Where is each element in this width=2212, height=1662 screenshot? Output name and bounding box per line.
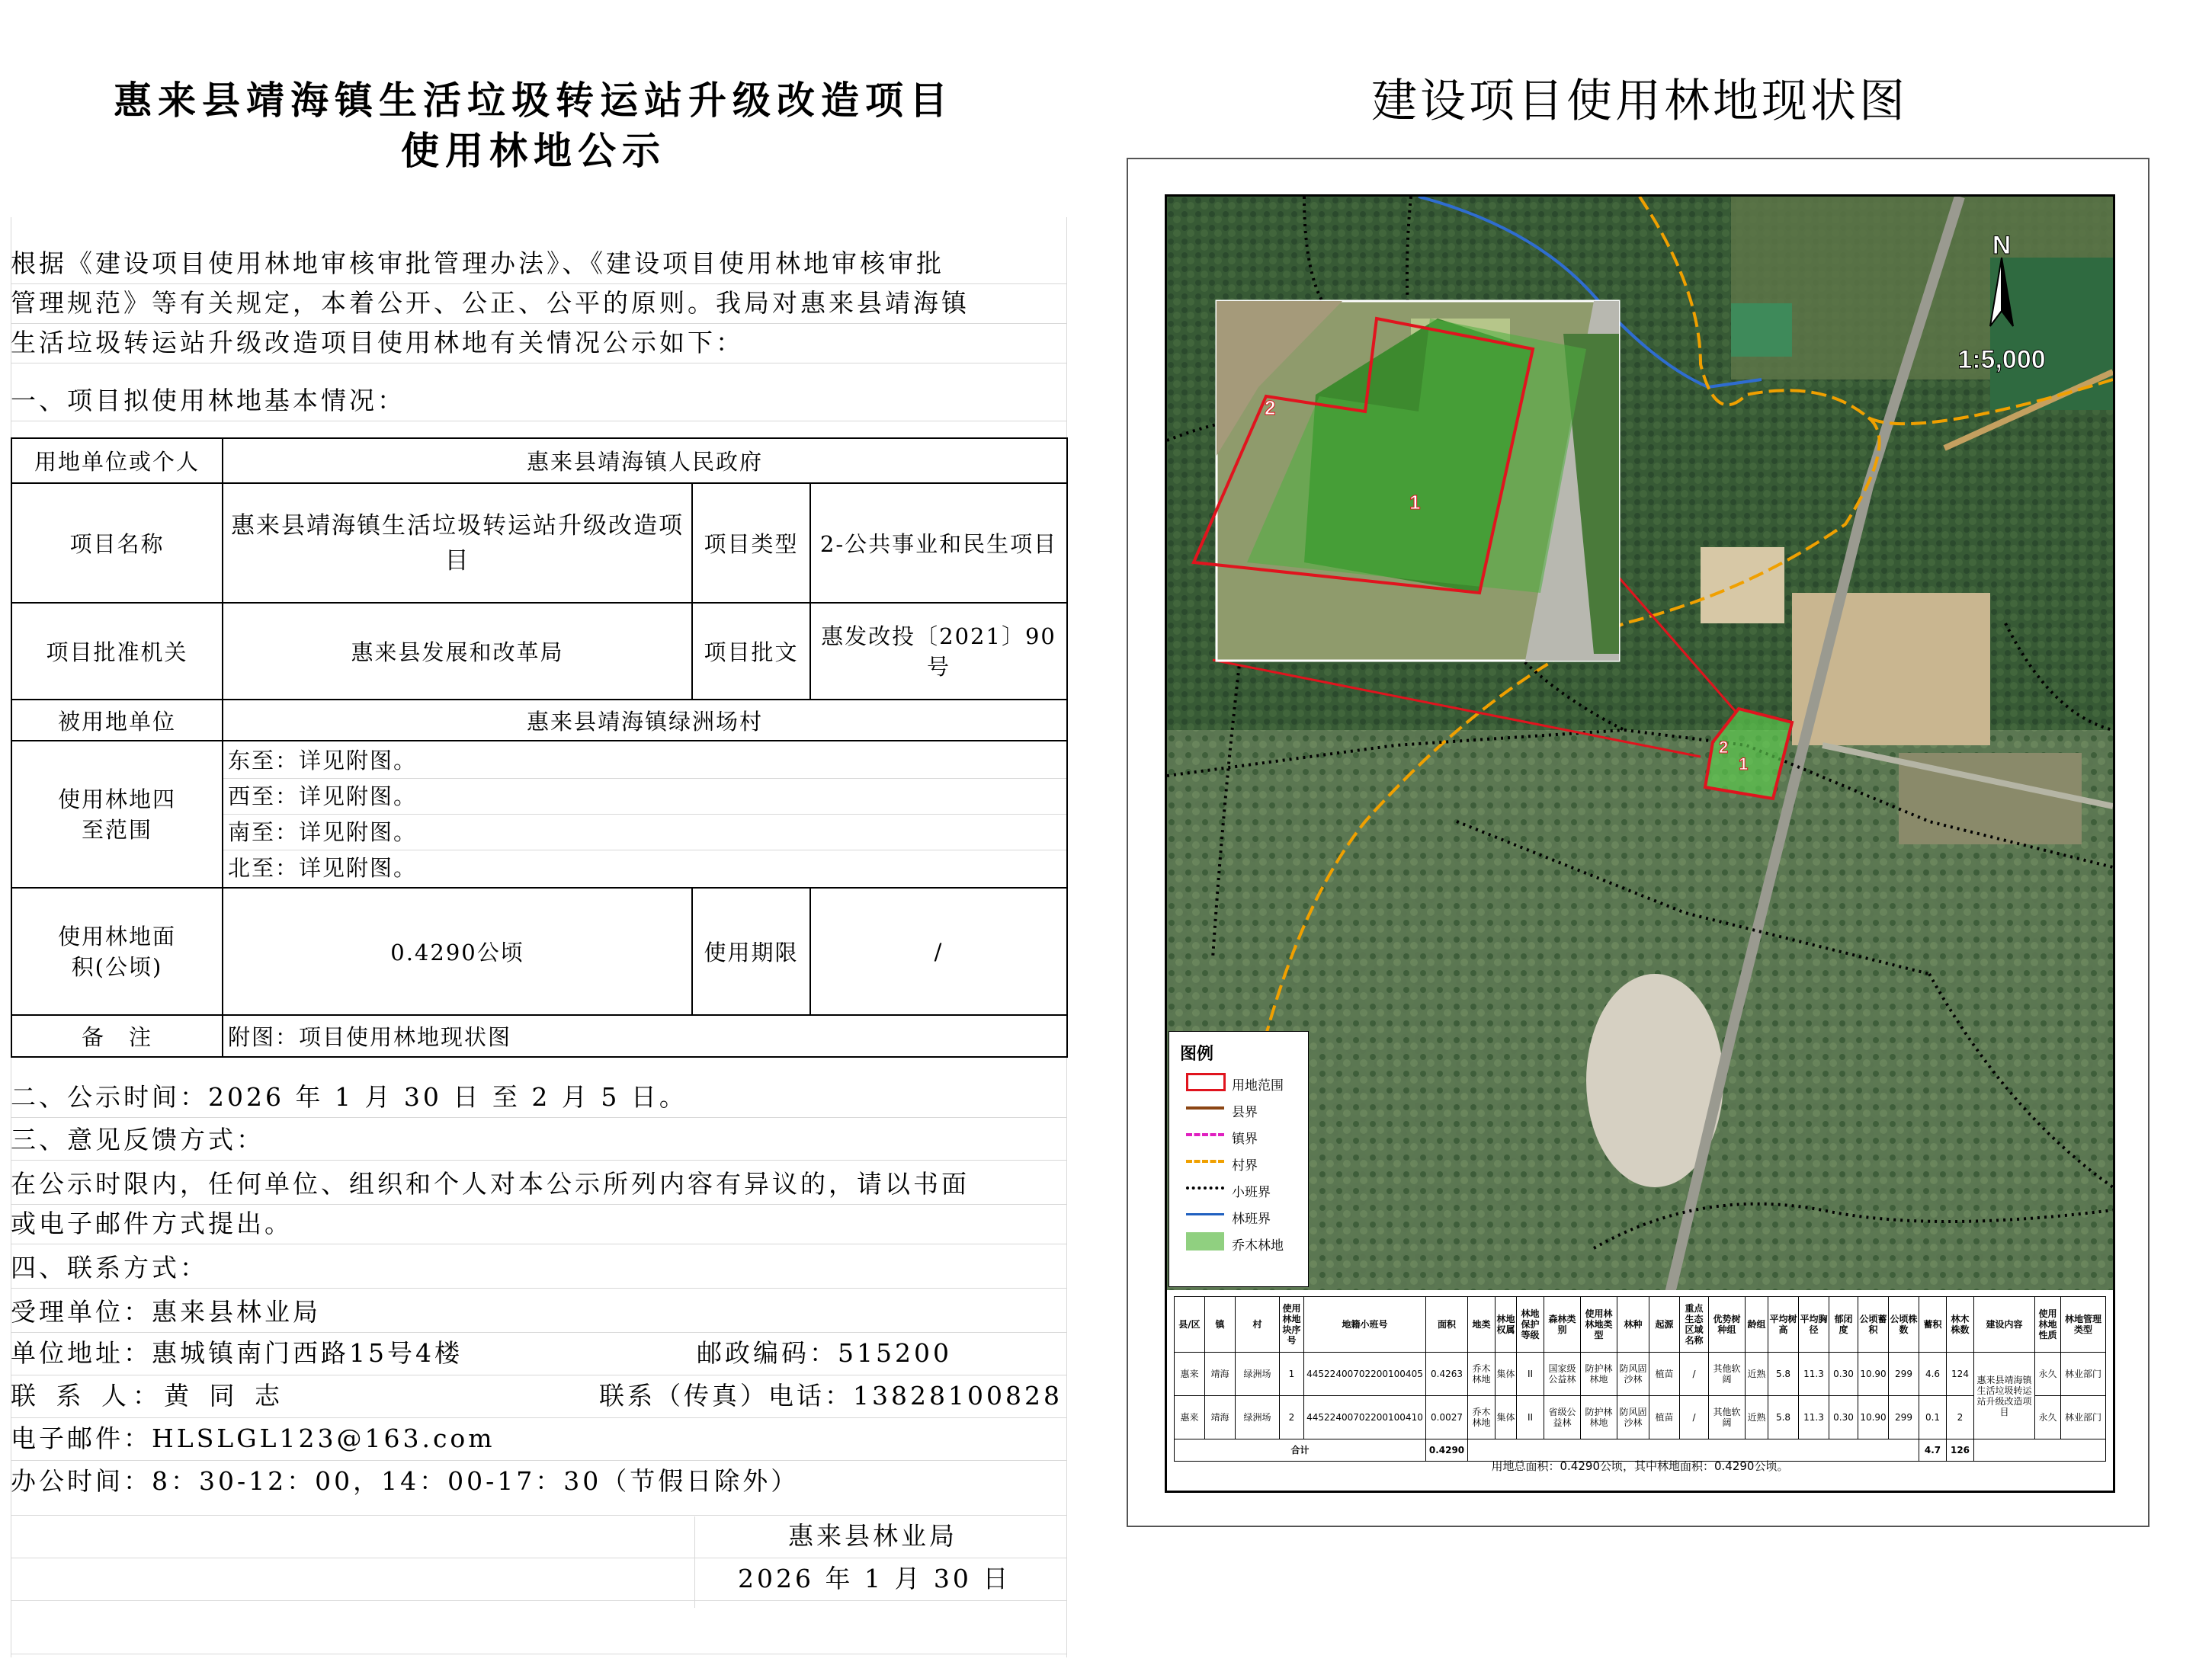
project-name-label: 项目名称 xyxy=(11,483,223,603)
area-label: 使用林地面积(公顷) xyxy=(11,888,223,1015)
boundary-label: 使用林地四至范围 xyxy=(11,741,223,888)
attr-data-cell: 299 xyxy=(1889,1396,1919,1439)
period-value: / xyxy=(810,888,1067,1015)
intro-line: 管理规范》等有关规定，本着公开、公正、公平的原则。我局对惠来县靖海镇 xyxy=(11,288,970,318)
attr-header-cell: 村 xyxy=(1236,1297,1280,1353)
attr-header-cell: 使用林地性质 xyxy=(2035,1297,2061,1353)
legend-item-town-boundary xyxy=(1169,1122,1308,1149)
attr-data-cell: 44522400702200100410 xyxy=(1304,1396,1426,1439)
contact-phone: 联系（传真）电话：13828100828 xyxy=(599,1381,1063,1411)
attr-data-cell: 惠来 xyxy=(1175,1353,1205,1396)
attr-header-cell: 公顷株数 xyxy=(1889,1297,1919,1353)
attr-data-cell: 植苗 xyxy=(1649,1353,1680,1396)
feedback-line: 或电子邮件方式提出。 xyxy=(11,1209,293,1238)
legend-item-land-use-range xyxy=(1169,1069,1308,1096)
attr-header-cell: 使用林地块序号 xyxy=(1280,1297,1304,1353)
project-type-value: 2-公共事业和民生项目 xyxy=(810,483,1067,603)
parcel-label-2: 2 xyxy=(1719,738,1729,757)
attr-data-cell: 近熟 xyxy=(1746,1353,1768,1396)
parcel-label-1: 1 xyxy=(1739,754,1749,773)
attr-data-cell: 10.90 xyxy=(1858,1353,1889,1396)
section3-heading: 三、意见反馈方式： xyxy=(11,1125,264,1154)
intro-line: 根据《建设项目使用林地审核审批管理办法》、《建设项目使用林地审核审批 xyxy=(11,248,944,278)
legend-label: 小班界 xyxy=(1232,1185,1271,1200)
attr-header-cell: 优势树种组 xyxy=(1709,1297,1746,1353)
attr-data-cell: 绿洲场 xyxy=(1236,1396,1280,1439)
attr-data-row xyxy=(1175,1353,2106,1396)
legend-label: 村界 xyxy=(1232,1158,1258,1174)
period-label: 使用期限 xyxy=(692,888,810,1015)
attr-data-cell: 11.3 xyxy=(1799,1396,1829,1439)
attr-data-cell: 2 xyxy=(1947,1396,1974,1439)
attr-header-cell: 建设内容 xyxy=(1974,1297,2035,1353)
attr-data-cell: 其他软阔 xyxy=(1709,1396,1746,1439)
sandy-area xyxy=(1701,547,1784,623)
attr-header-row xyxy=(1175,1297,2106,1353)
fish-pond xyxy=(1990,258,2113,410)
grid-line xyxy=(11,1160,1066,1161)
legend-label: 用地范围 xyxy=(1232,1078,1284,1094)
attr-header-cell: 使用林林地类型 xyxy=(1581,1297,1617,1353)
legend-item-compartment xyxy=(1169,1202,1308,1229)
attr-data-cell: 防风固沙林 xyxy=(1617,1396,1649,1439)
signature-unit: 惠来县林业局 xyxy=(788,1521,957,1551)
notice-panel xyxy=(0,0,1067,1662)
intro-line: 生活垃圾转运站升级改造项目使用林地有关情况公示如下： xyxy=(11,328,744,357)
sum-label-cell: 合计 xyxy=(1175,1439,1426,1462)
approver-label: 项目批准机关 xyxy=(11,603,223,700)
attr-data-cell: / xyxy=(1680,1353,1709,1396)
grid-line xyxy=(11,1600,1066,1601)
attr-data-cell: 44522400702200100405 xyxy=(1304,1353,1426,1396)
legend-swatch xyxy=(1186,1232,1224,1251)
legend-swatch xyxy=(1186,1213,1224,1215)
section2-publicity-time: 二、公示时间：2026 年 1 月 30 日 至 2 月 5 日。 xyxy=(11,1082,688,1112)
attr-data-cell: 植苗 xyxy=(1649,1396,1680,1439)
attr-data-cell: II xyxy=(1517,1396,1544,1439)
contact-email: 电子邮件：HLSLGL123@163.com xyxy=(11,1423,495,1453)
legend-swatch xyxy=(1186,1160,1224,1163)
legend-label: 镇界 xyxy=(1232,1132,1258,1147)
pond xyxy=(1731,303,1792,357)
attr-data-cell: 299 xyxy=(1889,1353,1919,1396)
forest-attribute-table xyxy=(1174,1296,2106,1462)
office-hours: 办公时间：8：30-12：00，14：00-17：30（节假日除外） xyxy=(11,1466,800,1496)
attr-data-cell: 防护林林地 xyxy=(1581,1353,1617,1396)
attr-data-cell: 其他软阔 xyxy=(1709,1353,1746,1396)
attr-header-cell: 平均树高 xyxy=(1768,1297,1799,1353)
attr-data-cell: 乔木林地 xyxy=(1468,1396,1496,1439)
attr-header-cell: 平均胸径 xyxy=(1799,1297,1829,1353)
attr-data-cell: 永久 xyxy=(2035,1396,2061,1439)
attr-data-cell: 0.30 xyxy=(1829,1396,1858,1439)
attr-data-cell: 惠来 xyxy=(1175,1396,1205,1439)
legend-label: 乔木林地 xyxy=(1232,1238,1284,1254)
attr-data-cell: 省级公益林 xyxy=(1544,1396,1581,1439)
grid-line xyxy=(11,1515,1066,1516)
legend-swatch xyxy=(1186,1073,1226,1091)
occupied-unit-label: 被用地单位 xyxy=(11,700,223,741)
attr-data-cell: 靖海 xyxy=(1205,1396,1236,1439)
forest-attribute-panel xyxy=(1165,1290,2115,1493)
area-value: 0.4290公顷 xyxy=(223,888,692,1015)
attr-data-cell: 2 xyxy=(1280,1396,1304,1439)
attr-data-cell: II xyxy=(1517,1353,1544,1396)
attr-header-cell: 地籍小班号 xyxy=(1304,1297,1426,1353)
map-scale: 1:5,000 xyxy=(1957,345,2046,374)
legend-item-sub-compartment xyxy=(1169,1176,1308,1202)
attr-data-cell: 国家级公益林 xyxy=(1544,1353,1581,1396)
attr-data-cell: 集体 xyxy=(1496,1353,1517,1396)
attr-data-cell: 4.6 xyxy=(1919,1353,1947,1396)
attr-header-cell: 县/区 xyxy=(1175,1297,1205,1353)
grid-line xyxy=(11,283,1066,284)
occupied-unit-value: 惠来县靖海镇绿洲场村 xyxy=(223,700,1067,741)
boundary-south: 南至：详见附图。 xyxy=(223,815,1066,850)
attr-data-cell: 林业部门 xyxy=(2061,1353,2106,1396)
attr-data-cell: 防护林林地 xyxy=(1581,1396,1617,1439)
boundary-north: 北至：详见附图。 xyxy=(228,855,418,881)
attr-data-cell: 0.30 xyxy=(1829,1353,1858,1396)
grid-line xyxy=(11,323,1066,324)
approval-doc-value: 惠发改投〔2021〕90号 xyxy=(810,603,1067,700)
notice-title-line1: 惠来县靖海镇生活垃圾转运站升级改造项目 xyxy=(114,78,954,123)
attr-data-cell: 124 xyxy=(1947,1353,1974,1396)
attr-data-cell: 0.1 xyxy=(1919,1396,1947,1439)
legend-item-county-boundary xyxy=(1169,1096,1308,1122)
feedback-line: 在公示时限内，任何单位、组织和个人对本公示所列内容有异议的，请以书面 xyxy=(11,1169,970,1199)
section4-heading: 四、联系方式： xyxy=(11,1253,208,1283)
attr-header-cell: 起源 xyxy=(1649,1297,1680,1353)
attr-data-cell: / xyxy=(1680,1396,1709,1439)
attr-data-cell: 近熟 xyxy=(1746,1396,1768,1439)
map-title: 建设项目使用林地现状图 xyxy=(1371,75,1908,128)
attr-data-cell: 绿洲场 xyxy=(1236,1353,1280,1396)
attr-header-cell: 龄组 xyxy=(1746,1297,1768,1353)
legend-label: 林班界 xyxy=(1232,1212,1271,1227)
attr-data-cell: 11.3 xyxy=(1799,1353,1829,1396)
section1-heading: 一、项目拟使用林地基本情况： xyxy=(11,386,406,415)
grid-line xyxy=(11,1460,1066,1461)
remark-value: 附图：项目使用林地现状图 xyxy=(223,1015,1067,1057)
attr-header-cell: 森林类别 xyxy=(1544,1297,1581,1353)
attr-header-cell: 公顷蓄积 xyxy=(1858,1297,1889,1353)
project-type-label: 项目类型 xyxy=(692,483,810,603)
attr-header-cell: 林地权属 xyxy=(1496,1297,1517,1353)
grid-line xyxy=(11,1332,1066,1333)
boundary-list xyxy=(223,741,1067,888)
north-label: N xyxy=(1992,231,2012,260)
user-label: 用地单位或个人 xyxy=(11,438,223,483)
attr-header-cell: 林种 xyxy=(1617,1297,1649,1353)
grid-line xyxy=(694,1516,695,1608)
attr-data-cell: 防风固沙林 xyxy=(1617,1353,1649,1396)
approval-doc-label: 项目批文 xyxy=(692,603,810,700)
attr-header-cell: 林地保护等级 xyxy=(1517,1297,1544,1353)
postcode: 邮政编码：515200 xyxy=(697,1338,952,1368)
attr-header-cell: 重点生态区域名称 xyxy=(1680,1297,1709,1353)
map-svg xyxy=(1167,197,2113,1293)
attr-data-cell: 林业部门 xyxy=(2061,1396,2106,1439)
legend-swatch xyxy=(1186,1186,1224,1190)
grid-line xyxy=(11,1288,1066,1289)
attr-data-cell: 永久 xyxy=(2035,1353,2061,1396)
inset-label-2: 2 xyxy=(1265,396,1276,419)
attr-header-cell: 林木株数 xyxy=(1947,1297,1974,1353)
inset-aerial-photo xyxy=(1194,301,1619,661)
attr-data-cell: 10.90 xyxy=(1858,1396,1889,1439)
attr-header-cell: 郁闭度 xyxy=(1829,1297,1858,1353)
sum-volume-cell: 4.7 xyxy=(1919,1439,1947,1462)
attr-data-cell: 乔木林地 xyxy=(1468,1353,1496,1396)
attr-data-cell: 0.0027 xyxy=(1426,1396,1468,1439)
attr-header-cell: 镇 xyxy=(1205,1297,1236,1353)
legend-swatch xyxy=(1186,1106,1224,1110)
grid-line xyxy=(11,1204,1066,1205)
grid-line xyxy=(11,1117,1066,1118)
inset-label-1: 1 xyxy=(1409,491,1421,514)
attr-data-row xyxy=(1175,1396,2106,1439)
build-content-cell: 惠来县靖海镇生活垃圾转运站升级改造项目 xyxy=(1974,1353,2035,1439)
boundary-west: 西至：详见附图。 xyxy=(223,779,1066,815)
project-name-value: 惠来县靖海镇生活垃圾转运站升级改造项目 xyxy=(223,483,692,603)
map-legend xyxy=(1169,1031,1309,1287)
legend-label: 县界 xyxy=(1232,1105,1258,1120)
attr-data-cell: 集体 xyxy=(1496,1396,1517,1439)
attr-data-cell: 5.8 xyxy=(1768,1396,1799,1439)
attribute-table-note: 用地总面积：0.4290公顷，其中林地面积：0.4290公顷。 xyxy=(1491,1459,1789,1473)
attr-data-cell: 0.4263 xyxy=(1426,1353,1468,1396)
attr-header-cell: 蓄积 xyxy=(1919,1297,1947,1353)
legend-item-arbor-forest xyxy=(1169,1229,1308,1256)
attr-header-cell: 林地管理类型 xyxy=(2061,1297,2106,1353)
remark-label: 备 注 xyxy=(11,1015,223,1057)
attr-header-cell: 面积 xyxy=(1426,1297,1468,1353)
attr-data-cell: 靖海 xyxy=(1205,1353,1236,1396)
attr-data-cell: 1 xyxy=(1280,1353,1304,1396)
land-use-info-table xyxy=(11,437,1068,1058)
sum-area-cell: 0.4290 xyxy=(1426,1439,1468,1462)
unit-address: 单位地址：惠城镇南门西路15号4楼 xyxy=(11,1338,463,1368)
grid-line xyxy=(11,1417,1066,1418)
attr-header-cell: 地类 xyxy=(1468,1297,1496,1353)
contact-person: 联 系 人：黄 同 志 xyxy=(11,1381,286,1411)
legend-item-village-boundary xyxy=(1169,1149,1308,1176)
attr-data-cell: 5.8 xyxy=(1768,1353,1799,1396)
legend-swatch xyxy=(1186,1133,1224,1136)
notice-title-line2: 使用林地公示 xyxy=(401,128,666,173)
boundary-east: 东至：详见附图。 xyxy=(223,743,1066,779)
user-value: 惠来县靖海镇人民政府 xyxy=(223,438,1067,483)
signature-date: 2026 年 1 月 30 日 xyxy=(738,1564,1011,1593)
approver-value: 惠来县发展和改革局 xyxy=(223,603,692,700)
receiver-unit: 受理单位：惠来县林业局 xyxy=(11,1297,321,1327)
legend-title: 图例 xyxy=(1180,1045,1214,1064)
sum-trees-cell: 126 xyxy=(1947,1439,1974,1462)
